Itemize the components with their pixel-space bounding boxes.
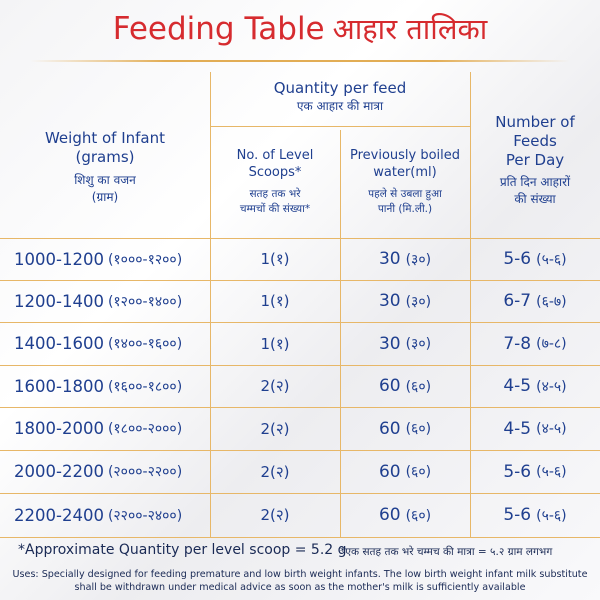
water-cell: 60 (६०) <box>378 376 432 396</box>
row-divider <box>0 537 600 538</box>
page-title <box>0 6 600 52</box>
water-cell: 60 (६०) <box>378 461 432 482</box>
header-scoops <box>210 132 340 232</box>
header-feeds-en: Number of Feeds Per Day <box>495 112 575 169</box>
feeds-cell: 5-6 (५-६) <box>503 249 567 269</box>
weight-cell: 1400-1600 (१४००-१६००) <box>14 334 183 353</box>
water-cell: 30 (३०) <box>378 333 432 354</box>
header-quantity-hi: एक आहार की मात्रा <box>296 99 384 113</box>
weight-cell: 1600-1800 (१६००-१८००) <box>14 376 183 396</box>
weight-cell: 1800-2000 (१८००-२०००) <box>14 419 183 438</box>
scoops-cell: 2 (२) <box>260 506 290 524</box>
scoops-cell: 1 (१) <box>260 250 290 268</box>
weight-cell: 2000-2200 (२०००-२२००) <box>14 462 183 481</box>
scoops-cell: 1 (१) <box>260 334 290 353</box>
header-water <box>340 132 470 232</box>
scoops-cell: 2 (२) <box>260 462 290 481</box>
header-weight <box>0 112 210 222</box>
water-cell: 60 (६०) <box>378 418 432 439</box>
header-water-en: Previously boiled water(ml) <box>349 148 461 180</box>
feeds-cell: 4-5 (४-५) <box>503 376 567 396</box>
feeds-cell: 5-6 (५-६) <box>503 505 567 525</box>
header-scoops-hi: सतह तक भरे चम्मचों की संख्या* <box>239 188 311 215</box>
header-scoops-en: No. of Level Scoops* <box>236 148 314 180</box>
title-divider <box>30 60 570 62</box>
water-cell: 30 (३०) <box>378 249 432 269</box>
weight-cell: 1200-1400 (१२००-१४००) <box>14 291 183 311</box>
title-english: Feeding Table <box>112 11 325 47</box>
header-feeds-hi: प्रति दिन आहारों की संख्या <box>499 174 571 206</box>
header-weight-en: Weight of Infant (grams) <box>44 128 166 166</box>
scoops-cell: 2 (२) <box>260 419 290 438</box>
header-feeds <box>470 100 600 220</box>
title-hindi: आहार तालिका <box>332 12 488 46</box>
scoops-cell: 1 (१) <box>260 292 290 310</box>
water-cell: 30 (३०) <box>378 291 432 311</box>
header-quantity <box>210 70 470 124</box>
water-cell: 60 (६०) <box>378 505 432 525</box>
feeds-cell: 4-5 (४-५) <box>503 418 567 439</box>
header-weight-hi: शिशु का वजन (ग्राम) <box>74 172 136 204</box>
weight-cell: 2200-2400 (२२००-२४००) <box>14 505 183 525</box>
scoop-footnote-hindi: *एक सतह तक भरे चम्मच की मात्रा = ५.२ ग्राम लगभग <box>340 546 553 558</box>
feeds-cell: 5-6 (५-६) <box>503 461 567 482</box>
header-divider <box>210 126 470 127</box>
feeds-cell: 7-8 (७-८) <box>503 333 567 354</box>
scoops-cell: 2 (२) <box>260 377 290 395</box>
weight-cell: 1000-1200 (१०००-१२००) <box>14 249 183 269</box>
scoop-footnote-english: *Approximate Quantity per level scoop = 5.2 g <box>18 542 347 558</box>
feeds-cell: 6-7 (६-७) <box>503 291 567 311</box>
header-quantity-en: Quantity per feed <box>273 79 407 97</box>
uses-note: Uses: Specially designed for feeding premature and low birth weight infants. The low birth weight infant milk substitute shall be withdrawn under medical advice as soon as the mother's milk is sufficiently available <box>12 569 588 593</box>
header-water-hi: पहले से उबला हुआ पानी (मि.ली.) <box>368 188 442 215</box>
